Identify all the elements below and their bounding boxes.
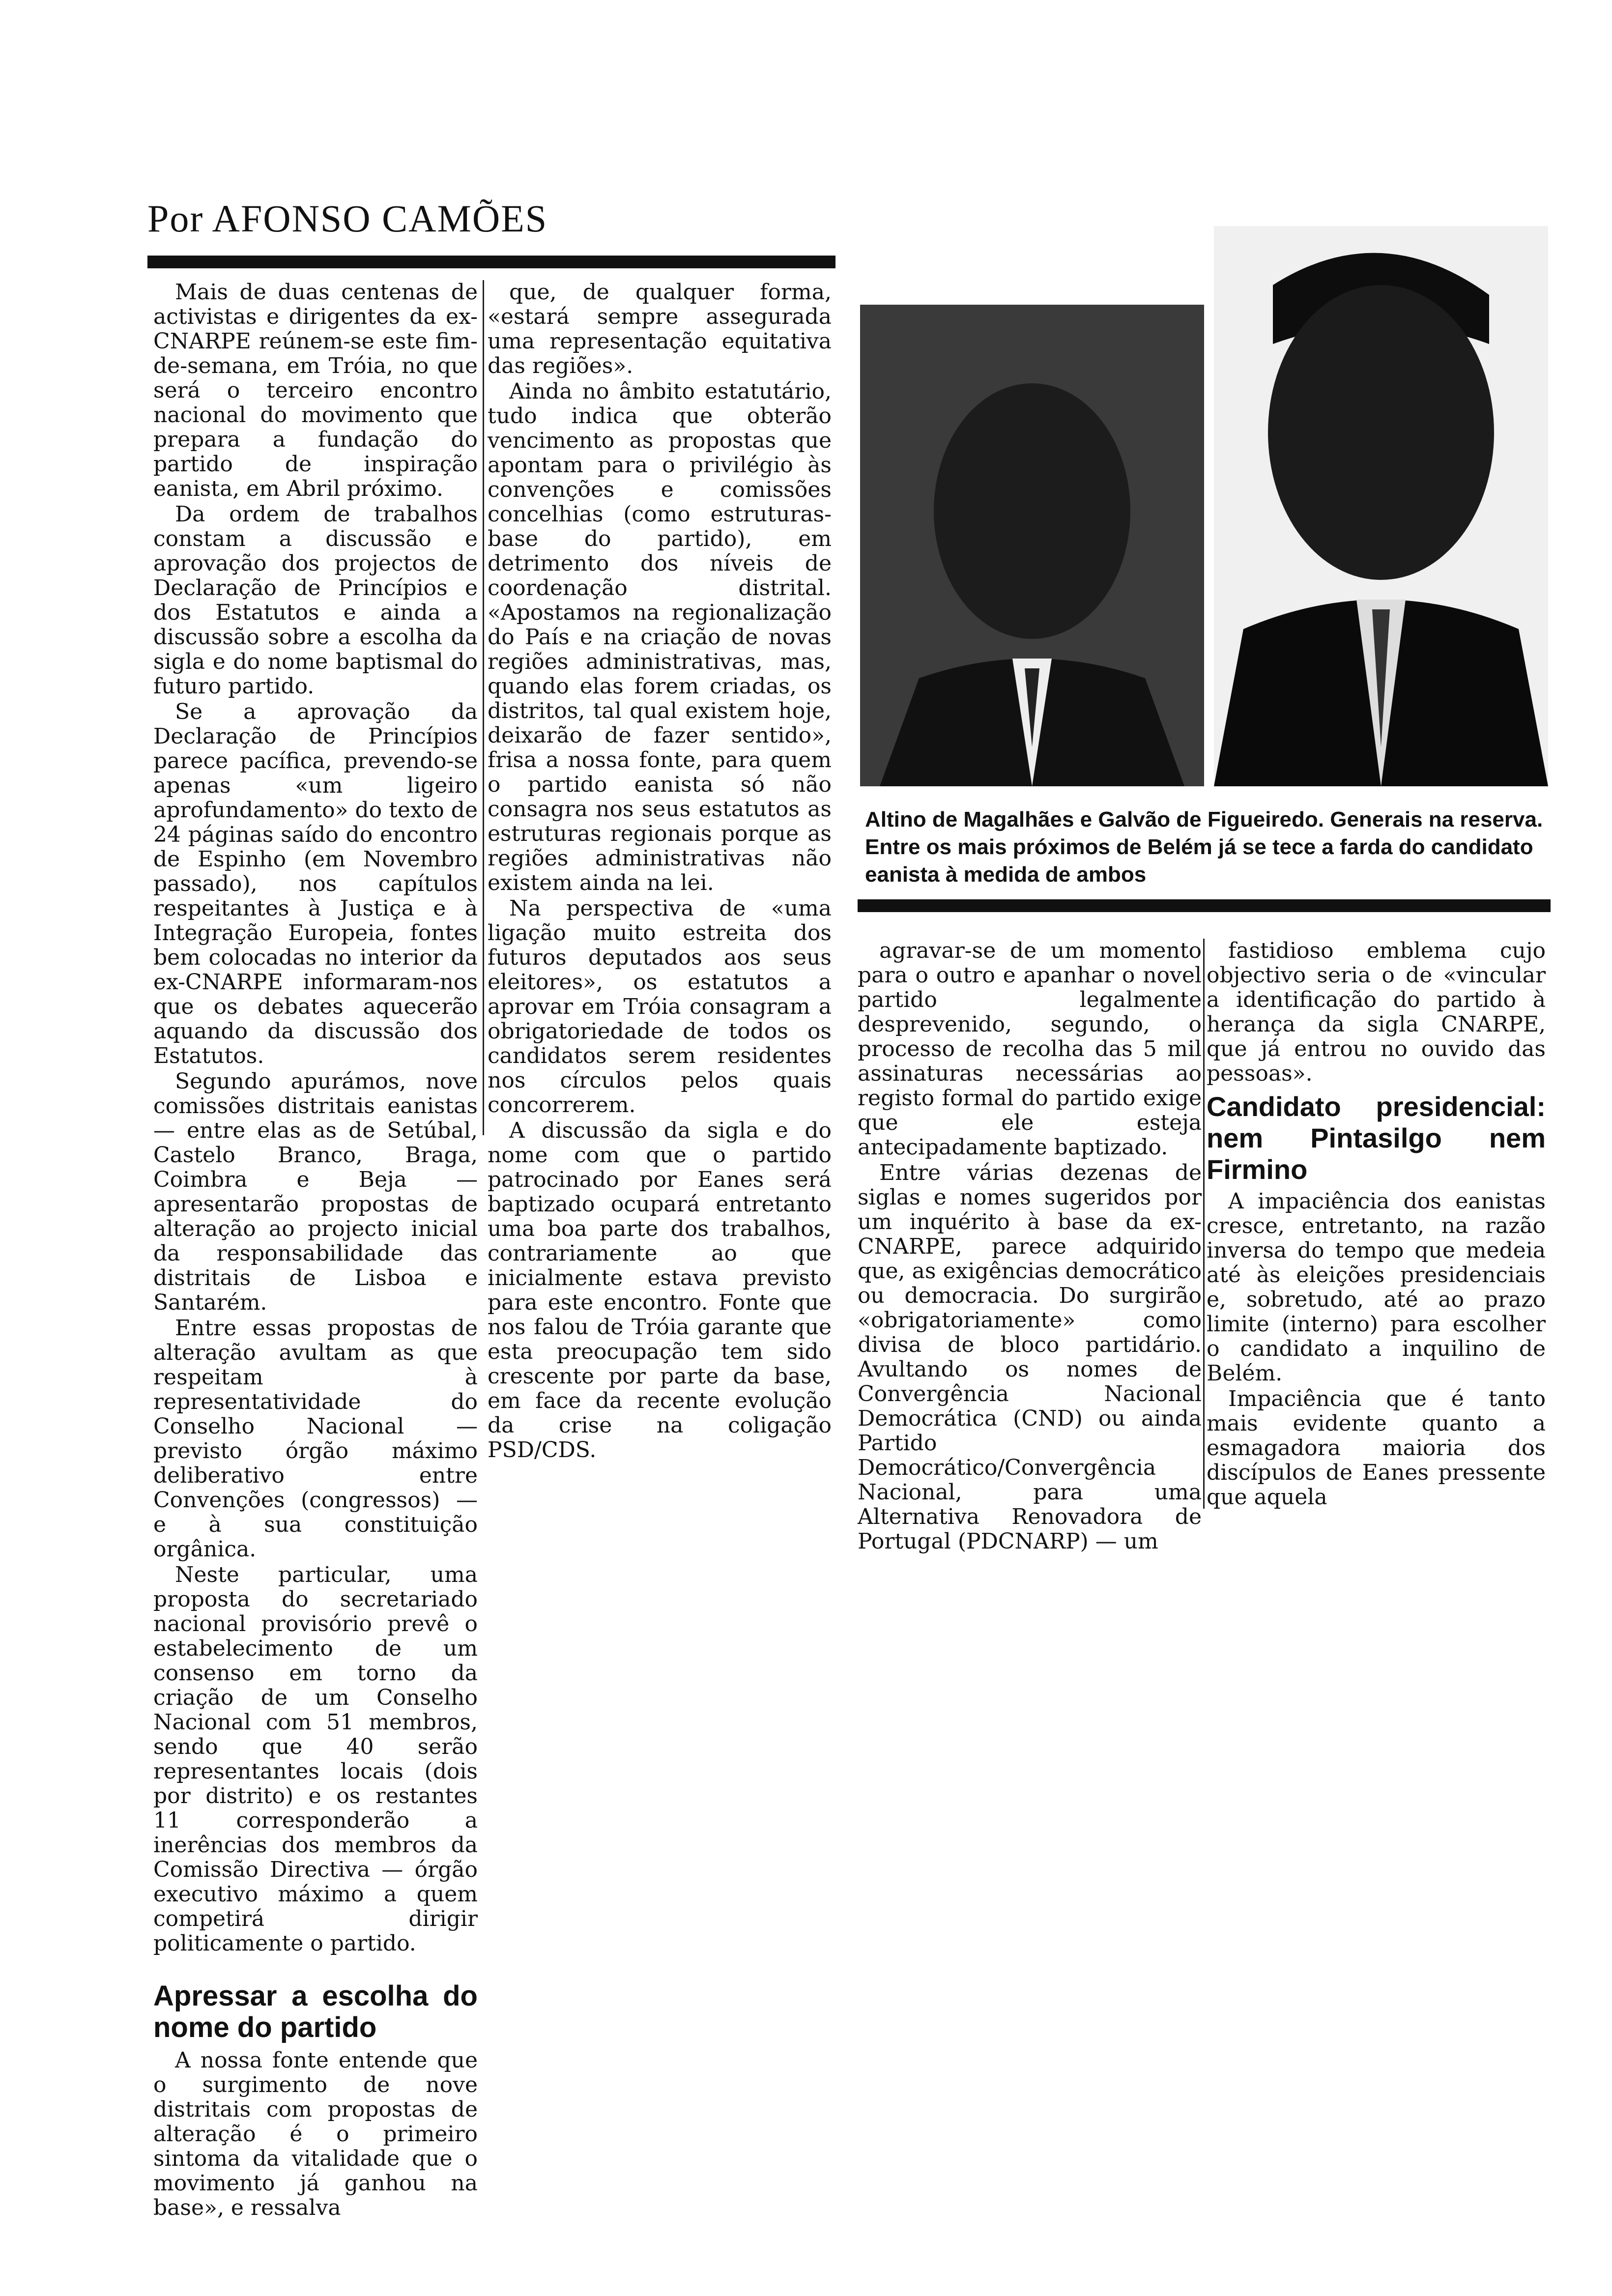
- portrait-image: [860, 305, 1204, 786]
- portrait-photo-galvao: [1214, 226, 1548, 786]
- subheading: Candidato presidencial: nem Pintasilgo nem Firmino: [1207, 1091, 1546, 1185]
- portrait-image: [1214, 226, 1548, 786]
- paragraph: Impaciência que é tanto mais evidente quanto a esmagadora maioria dos discípulos de Eanes pressente que aquela: [1207, 1386, 1546, 1510]
- photo-caption: Altino de Magalhães e Galvão de Figueiredo. Generais na reserva. Entre os mais próximos de Belém já se tece a farda do candidato eanista à medida de ambos: [865, 807, 1543, 887]
- paragraph: agravar-se de um momento para o outro e apanhar o novel partido legalmente desprevenido, segundo, o processo de recolha das 5 mil assinaturas necessárias ao registo formal do partido exige que ele esteja antecipadamente baptizado.: [858, 938, 1202, 1160]
- article-column-3: [858, 939, 1202, 1555]
- paragraph: A impaciência dos eanistas cresce, entretanto, na razão inversa do tempo que medeia até às eleições presidenciais e, sobretudo, até ao prazo limite (interno) para escolher o candidato a inquilino de Belém.: [1207, 1189, 1546, 1386]
- paragraph: A nossa fonte entende que o surgimento de nove distritais com propostas de alteração é o primeiro sintoma da vitalidade que o movimento já ganhou na base», e ressalva: [153, 2048, 478, 2220]
- paragraph: que, de qualquer forma, «estará sempre assegurada uma representação equitativa das regiões».: [488, 280, 832, 378]
- column-divider: [1203, 939, 1205, 1509]
- paragraph: Segundo apurámos, nove comissões distritais eanistas — entre elas as de Setúbal, Castelo Branco, Braga, Coimbra e Beja — apresentarão propostas de alteração ao projecto inicial da responsabilidade das distritais de Lisboa e Santarém.: [153, 1069, 478, 1315]
- paragraph: A discussão da sigla e do nome com que o partido patrocinado por Eanes será baptizado ocupará entretanto uma boa parte dos trabalhos, contrariamente ao que inicialmente estava previsto para este encontro. Fonte que nos falou de Tróia garante que esta preocupação tem sido crescente por parte da base, em face da recente evolução da crise na coligação PSD/CDS.: [488, 1118, 832, 1463]
- subheading: Apressar a escolha do nome do partido: [153, 1980, 478, 2043]
- portrait-photo-altino: [860, 305, 1204, 786]
- column-divider: [483, 280, 484, 1135]
- article-column-1: [153, 280, 478, 2221]
- paragraph: Se a aprovação da Declaração de Princípios parece pacífica, prevendo-se apenas «um ligeiro aprofundamento» do texto de 24 páginas saído do encontro de Espinho (em Novembro passado), nos capítulos respeitantes à Justiça e à Integração Europeia, fontes bem colocadas no interior da ex-CNARPE informaram-nos que os debates aquecerão aquando da discussão dos Estatutos.: [153, 699, 478, 1068]
- article-column-4: [1207, 939, 1546, 1511]
- paragraph: Entre essas propostas de alteração avultam as que respeitam à representatividade do Conselho Nacional — previsto órgão máximo deliberativo entre Convenções (congressos) — e à sua constituição orgânica.: [153, 1316, 478, 1562]
- header-rule: [147, 256, 835, 268]
- paragraph: Ainda no âmbito estatutário, tudo indica que obterão vencimento as propostas que apontam para o privilégio às convenções e comissões concelhias (como estruturas-base do partido), em detrimento dos níveis de coordenação distrital. «Apostamos na regionalização do País e na criação de novas regiões administrativas, mas, quando elas forem criadas, os distritos, tal qual existem hoje, deixarão de fazer sentido», frisa a nossa fonte, para quem o partido eanista só não consagra nos seus estatutos as estruturas regionais porque as regiões administrativas não existem ainda na lei.: [488, 379, 832, 895]
- paragraph: Na perspectiva de «uma ligação muito estreita dos futuros deputados aos seus eleitores», os estatutos a aprovar em Tróia consagram a obrigatoriedade de todos os candidatos serem residentes nos círculos pelos quais concorrerem.: [488, 896, 832, 1118]
- paragraph: fastidioso emblema cujo objectivo seria o de «vincular a identificação do partido à herança da sigla CNARPE, que já entrou no ouvido das pessoas».: [1207, 938, 1546, 1086]
- paragraph: Neste particular, uma proposta do secretariado nacional provisório prevê o estabelecimento de um consenso em torno da criação de um Conselho Nacional com 51 membros, sendo que 40 serão representantes locais (dois por distrito) e os restantes 11 corresponderão a inerências dos membros da Comissão Directiva — órgão executivo máximo a quem competirá dirigir politicamente o partido.: [153, 1562, 478, 1956]
- caption-rule: [858, 899, 1551, 912]
- byline: Por AFONSO CAMÕES: [147, 197, 548, 240]
- paragraph: Mais de duas centenas de activistas e dirigentes da ex-CNARPE reúnem-se este fim-de-semana, em Tróia, no que será o terceiro encontro nacional do movimento que prepara a fundação do partido de inspiração eanista, em Abril próximo.: [153, 280, 478, 501]
- article-column-2: [488, 280, 832, 1464]
- paragraph: Da ordem de trabalhos constam a discussão e aprovação dos projectos de Declaração de Princípios e dos Estatutos e ainda a discussão sobre a escolha da sigla e do nome baptismal do futuro partido.: [153, 502, 478, 699]
- paragraph: Entre várias dezenas de siglas e nomes sugeridos por um inquérito à base da ex-CNARPE, parece adquirido que, as exigências democrático ou democracia. Do surgirão «obrigatoriamente» como divisa de bloco partidário. Avultando os nomes de Convergência Nacional Democrática (CND) ou ainda Partido Democrático/Convergência Nacional, para uma Alternativa Renovadora de Portugal (PDCNARP) — um: [858, 1160, 1202, 1554]
